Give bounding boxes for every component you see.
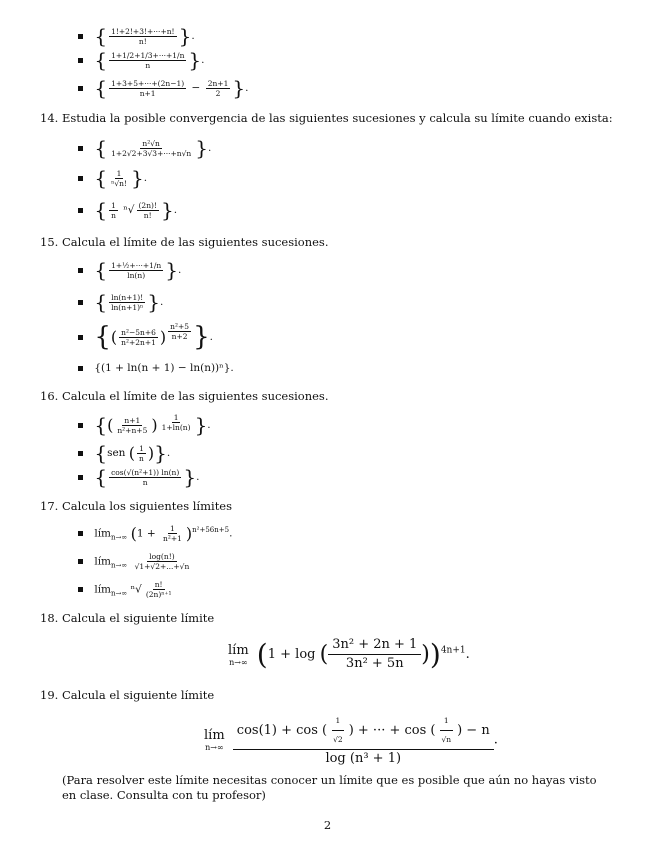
list-item: { $\frac{\text{n²√n}}{1+2√2+3√3+\cdot\cdot\cdot+n√n}$ }. [78,136,211,160]
formula-19: lím n→∞ cos(1) + cos ( $\frac{1}{√2}$ ) + ··· + cos ( $\frac{1}{√n}$ ) − n log (n³ + 1) . [204,712,498,768]
list-item: {(1 + ln(n + 1) − ln(n))ⁿ}. [78,362,234,374]
list-item: { $\frac{1+3+5+\cdot\cdot\cdot+(2n-1)}{n+1}$ − $\frac{2n+1}{2}$ }. [78,76,248,100]
bullet-icon [78,587,83,592]
list-item: {( $\frac{\text{n²−5n+6}}{\text{n²+2n+1}}$ ) $\frac{\text{n²+5}}{n+2}$ }. [78,322,213,352]
list-item: { $\frac{\ln(n+1)!}{\text{ln(n+1)ⁿ}}$ }. [78,290,163,314]
formula-18: lím n→∞ (1 + log ( $\frac{\text{3n² + 2n + 1}}{\text{3n² + 5n}}$ ))$^{4n+1}$. [228,637,470,671]
bullet-icon [78,176,83,181]
bullet-icon [78,58,83,63]
bullet-icon [78,300,83,305]
bullet-icon [78,146,83,151]
problem-19: 19. Calcula el siguiente límite [40,688,215,702]
list-item: { $\frac{1}{n}$ ⁿ√ $\frac{(2n)!}{n!}$ }. [78,198,177,222]
note: (Para resolver este límite necesitas conocer un límite que es posible que aún no hayas visto en clase. Consulta con tu profesor) [62,773,597,802]
problem-14: 14. Estudia la posible convergencia de las siguientes sucesiones y calcula su límite cuando exista: [40,111,613,125]
bullet-icon [78,335,83,340]
list-item: lím$_{n\to\infty}$ $\frac{\log(n!)}{√1+√2+...+√n}$ [78,552,193,571]
bullet-icon [78,423,83,428]
list-item: { $\frac{1+1/2+1/3+\cdot\cdot\cdot+1/n}{n}$ }. [78,48,205,72]
bullet-icon [78,208,83,213]
list-item: lím$_{n\to\infty}$ (1 + $\frac{1}{\text{n²+1}}$ )$^{n^2+56n+5}$. [78,524,232,543]
bullet-icon [78,366,83,371]
bullet-icon [78,34,83,39]
problem-18: 18. Calcula el siguiente límite [40,611,215,625]
list-item: { $\frac{\text{1+½+···+1/n}}{\ln(n)}$ }. [78,258,181,282]
bullet-icon [78,559,83,564]
page-number: 2 [323,818,332,832]
list-item: {sen ( $\frac{1}{n}$ )}. [78,441,170,465]
bullet-icon [78,86,83,91]
bullet-icon [78,268,83,273]
bullet-icon [78,531,83,536]
problem-16: 16. Calcula el límite de las siguientes sucesiones. [40,389,329,403]
bullet-icon [78,451,83,456]
problem-17: 17. Calcula los siguientes límites [40,499,233,513]
list-item: { $\frac{\text{cos(√(n²+1)) ln(n)}}{n}$ }. [78,465,199,489]
list-item: lím$_{n\to\infty}$ ⁿ√ $\frac{n!}{\text{(2n)ⁿ⁺¹}}$ [78,580,175,599]
bullet-icon [78,475,83,480]
list-item: {( $\frac{n+1}{\text{n²+n+5}}$ ) $\frac{1}{1+\ln(n)}$ }. [78,413,211,437]
list-item: { $\frac{1!+2!+3!+\cdot\cdot\cdot+n!}{n!}$ }. [78,24,195,48]
list-item: { $\frac{1}{\text{ⁿ√n!}}$ }. [78,166,147,190]
problem-15: 15. Calcula el límite de las siguientes sucesiones. [40,235,329,249]
